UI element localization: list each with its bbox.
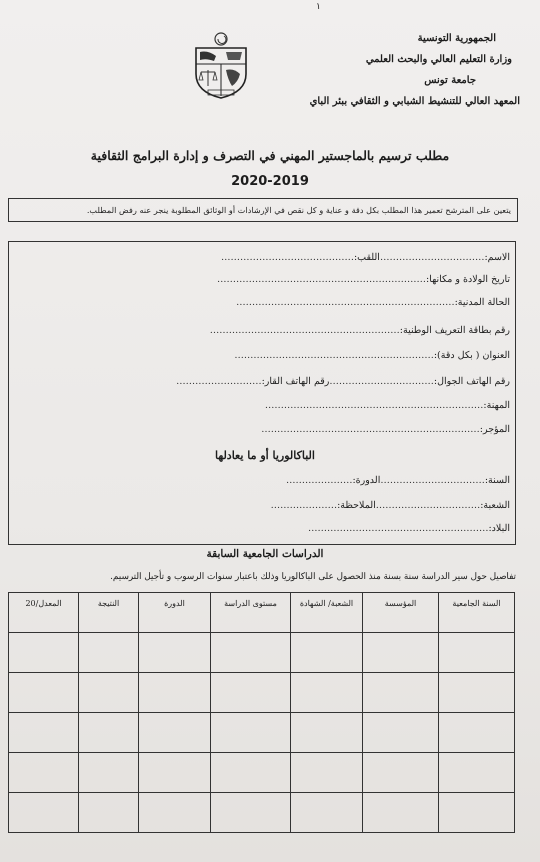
table-header-row	[9, 593, 515, 633]
profession-label: المهنة:	[483, 400, 510, 411]
column-header-average: المعدل/20	[9, 593, 79, 633]
table-cell[interactable]	[79, 673, 139, 713]
mobile-label: رقم الهاتف الجوال:	[433, 376, 510, 387]
table-cell[interactable]	[439, 713, 515, 753]
previous-studies-table	[8, 592, 515, 833]
table-cell[interactable]	[439, 793, 515, 833]
header-line-university: جامعة تونس	[424, 75, 476, 86]
table-cell[interactable]	[291, 793, 363, 833]
name-field[interactable]	[221, 252, 510, 263]
table-cell[interactable]	[211, 753, 291, 793]
column-header-session: الدورة	[139, 593, 211, 633]
page-number: ١	[316, 2, 321, 12]
employer-field[interactable]	[261, 424, 510, 435]
table-cell[interactable]	[9, 713, 79, 753]
civil-status-label: الحالة المدنية:	[454, 297, 510, 308]
column-header-academic-year: السنة الجامعية	[439, 593, 515, 633]
bac-country-field[interactable]	[308, 523, 510, 534]
table-cell[interactable]	[9, 753, 79, 793]
surname-dots: ……………………………………	[220, 252, 354, 263]
bac-note-dots: …………………	[270, 500, 338, 511]
table-cell[interactable]	[79, 713, 139, 753]
profession-dots: ……………………………………………………………	[264, 400, 484, 411]
mobile-dots: ……………………………	[329, 376, 434, 387]
national-id-field[interactable]	[210, 325, 510, 336]
table-cell[interactable]	[363, 793, 439, 833]
previous-studies-heading: الدراسات الجامعية السابقة	[206, 548, 324, 560]
column-header-result: النتيجة	[79, 593, 139, 633]
bac-year-dots: ……………………………	[380, 475, 485, 486]
landline-label: رقم الهاتف القار:	[261, 376, 330, 387]
table-cell[interactable]	[9, 633, 79, 673]
table-cell[interactable]	[211, 793, 291, 833]
civil-status-field[interactable]	[236, 297, 510, 308]
table-cell[interactable]	[439, 673, 515, 713]
institution-header	[260, 28, 520, 112]
table-cell[interactable]	[211, 713, 291, 753]
profession-field[interactable]	[265, 400, 510, 411]
header-line-republic: الجمهورية التونسية	[417, 33, 496, 44]
table-cell[interactable]	[139, 753, 211, 793]
name-dots: ……………………………	[379, 252, 485, 263]
table-cell[interactable]	[211, 633, 291, 673]
table-row	[9, 793, 515, 833]
table-cell[interactable]	[139, 713, 211, 753]
table-cell[interactable]	[139, 673, 211, 713]
address-dots: ………………………………………………………	[234, 350, 434, 361]
table-cell[interactable]	[9, 673, 79, 713]
header-line-ministry: وزارة التعليم العالي والبحث العلمي	[365, 54, 512, 65]
table-cell[interactable]	[291, 713, 363, 753]
table-cell[interactable]	[363, 633, 439, 673]
form-title: مطلب ترسيم بالماجستير المهني في التصرف و إدارة البرامج الثقافية	[90, 148, 450, 163]
birth-dots: …………………………………………………………	[217, 274, 427, 285]
column-header-branch-diploma: الشعبة/ الشهادة	[291, 593, 363, 633]
table-row	[9, 633, 515, 673]
name-label: الاسم:	[484, 252, 510, 263]
header-line-institute: المعهد العالي للتنشيط الشبابي و الثقافي ببئر الباي	[309, 96, 520, 107]
table-cell[interactable]	[439, 633, 515, 673]
baccalaureate-heading: الباكالوريا أو ما يعادلها	[215, 449, 315, 462]
table-row	[9, 713, 515, 753]
table-row	[9, 673, 515, 713]
bac-branch-dots: ……………………………	[375, 500, 481, 511]
bac-note-label: الملاحظة:	[337, 500, 376, 511]
employer-dots: ……………………………………………………………	[261, 424, 480, 435]
address-field[interactable]	[234, 350, 510, 361]
bac-year-field[interactable]	[286, 475, 510, 486]
bac-year-label: السنة:	[484, 475, 510, 486]
table-cell[interactable]	[139, 633, 211, 673]
birth-label: تاريخ الولادة و مكانها:	[426, 274, 510, 285]
table-cell[interactable]	[9, 793, 79, 833]
national-id-dots: ……………………………………………………	[209, 325, 400, 336]
national-id-label: رقم بطاقة التعريف الوطنية:	[399, 325, 510, 336]
instructions-notice: يتعين على المترشح تعمير هذا المطلب بكل دقة و عناية و كل نقص في الإرشادات أو الوثائق المطلوبة ينجر عنه رفض المطلب.	[8, 198, 518, 222]
column-header-study-level: مستوى الدراسة	[211, 593, 291, 633]
employer-label: المؤجر:	[479, 424, 510, 435]
phone-field[interactable]	[176, 376, 510, 387]
table-cell[interactable]	[79, 633, 139, 673]
table-cell[interactable]	[79, 753, 139, 793]
column-header-institution: المؤسسة	[363, 593, 439, 633]
table-cell[interactable]	[291, 633, 363, 673]
table-cell[interactable]	[139, 793, 211, 833]
bac-branch-field[interactable]	[271, 500, 510, 511]
table-cell[interactable]	[211, 673, 291, 713]
bac-branch-label: الشعبة:	[480, 500, 510, 511]
birth-field[interactable]	[217, 274, 510, 285]
table-cell[interactable]	[291, 673, 363, 713]
surname-label: اللقب:	[353, 252, 380, 263]
table-cell[interactable]	[363, 753, 439, 793]
table-cell[interactable]	[291, 753, 363, 793]
table-row	[9, 753, 515, 793]
coat-of-arms-emblem	[188, 30, 254, 100]
landline-dots: ………………………	[176, 376, 262, 387]
previous-studies-description: تفاصيل حول سير الدراسة سنة بسنة منذ الحصول على الباكالوريا وذلك باعتبار سنوات الرسوب و تأجيل الترسيم.	[110, 572, 516, 582]
table-cell[interactable]	[439, 753, 515, 793]
table-cell[interactable]	[363, 673, 439, 713]
address-label: العنوان ( بكل دقة):	[433, 350, 510, 361]
bac-session-dots: …………………	[285, 475, 353, 486]
bac-session-label: الدورة:	[352, 475, 381, 486]
bac-country-label: البلاد:	[488, 523, 510, 534]
table-cell[interactable]	[79, 793, 139, 833]
academic-year: 2020-2019	[231, 174, 309, 189]
civil-status-dots: ……………………………………………………………	[236, 297, 455, 308]
table-cell[interactable]	[363, 713, 439, 753]
bac-country-dots: …………………………………………………	[307, 523, 489, 534]
